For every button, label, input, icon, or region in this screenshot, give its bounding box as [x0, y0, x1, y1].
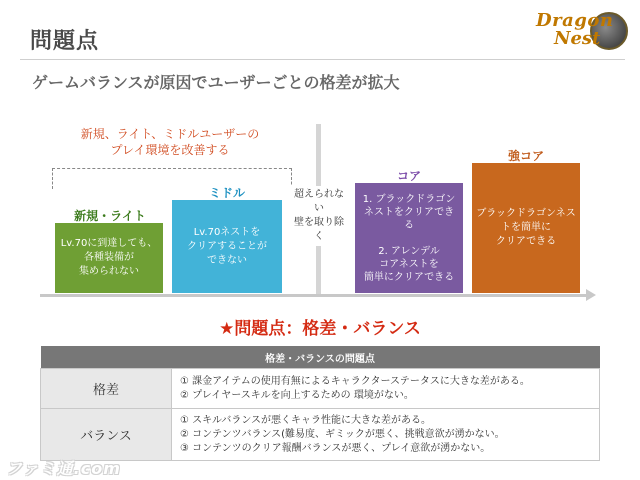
list-item: ② コンテンツバランス(難易度、ギミックが悪く、挑戦意欲が湧かない。	[180, 428, 505, 440]
axis-arrow-icon	[586, 289, 596, 301]
group-label-strong-core: 強コア	[507, 149, 544, 163]
row-label-disparity: 格差	[41, 369, 172, 409]
watermark-logo: ファミ通.com	[6, 459, 121, 478]
logo-text-top: Dragon	[536, 10, 614, 31]
dragon-nest-logo	[528, 6, 628, 52]
logo-text-bottom: Nest	[554, 28, 601, 49]
title-divider	[20, 59, 625, 60]
list-item: ① スキルバランスが悪くキャラ性能に大きな差がある。	[180, 414, 432, 426]
group-box-strong-core	[472, 163, 580, 293]
row-label-balance: バランス	[41, 409, 172, 461]
page-title: 問題点	[30, 29, 100, 54]
list-item: ① 課金アイテムの使用有無によるキャラクターステータスに大きな差がある。	[180, 375, 530, 387]
group-box-new-light	[55, 223, 163, 293]
list-item: ③ コンテンツのクリア報酬バランスが悪く、プレイ意欲が湧かない。	[180, 442, 491, 454]
group-text-core: 1. ブラックドラゴン ネストをクリアできる 2. アレンデル コアネストを 簡単にクリアできる	[362, 193, 456, 283]
group-label-core: コア	[396, 169, 421, 183]
problem-heading: ★問題点：格差・バランス	[219, 319, 421, 339]
progression-axis	[40, 294, 588, 297]
list-item: ② プレイヤースキルを向上するための 環境がない。	[180, 389, 414, 401]
group-label-new-light: 新規・ライト	[74, 209, 146, 223]
group-text-new-light: Lv.70に到達しても、 各種装備が 集められない	[60, 238, 158, 277]
group-text-middle: Lv.70ネストを クリアすることが できない	[187, 226, 267, 266]
wall-note: 超えられない 壁を取り除く	[290, 186, 348, 246]
table-row	[41, 369, 600, 409]
page-subtitle: ゲームバランスが原因でユーザーごとの格差が拡大	[32, 73, 400, 92]
group-text-strong-core: ブラックドラゴンネス トを簡単に クリアできる	[476, 208, 576, 247]
row-body-disparity	[172, 369, 600, 409]
problem-table	[40, 346, 600, 461]
row-body-balance	[172, 409, 600, 461]
table-row	[41, 409, 600, 461]
group-label-middle: ミドル	[208, 186, 245, 200]
table-header: 格差・バランスの問題点	[41, 346, 600, 369]
group-box-middle	[172, 200, 282, 293]
improvement-note: 新規、ライト、ミドルユーザーの プレイ環境を改善する	[80, 127, 260, 157]
group-box-core	[355, 183, 463, 293]
